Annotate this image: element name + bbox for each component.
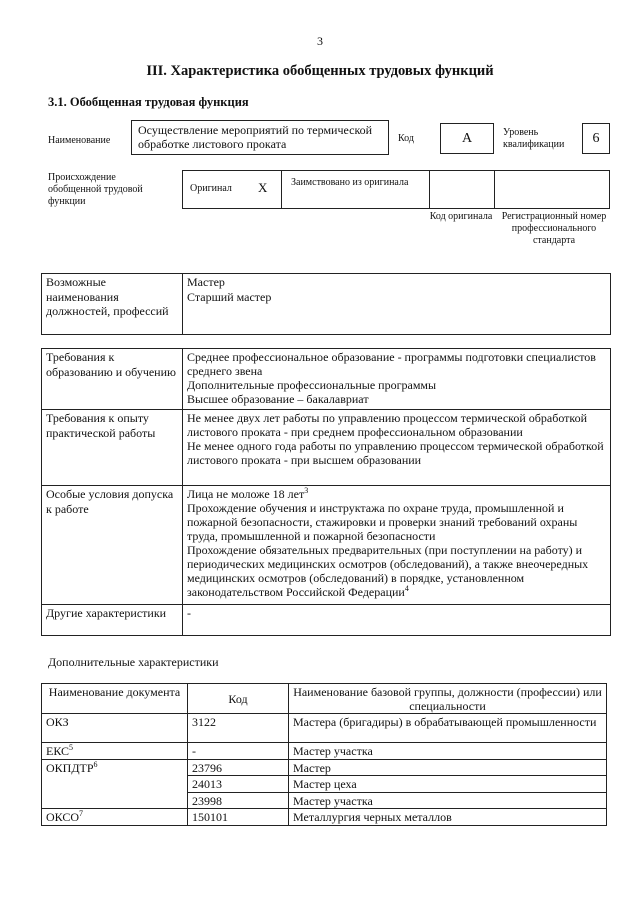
additional-title: Дополнительные характеристики (48, 655, 219, 669)
code-caption: Код оригинала (429, 211, 493, 222)
row-name: Мастер (289, 759, 607, 776)
row-code: 23796 (188, 759, 289, 776)
origin-divider-2 (494, 171, 495, 208)
education-line: Высшее образование – бакалавриат (187, 392, 369, 406)
special-condition-line: Прохождение обучения и инструктажа по охране труда, промышленной и пожарной безопасности, стажировки и проверки знаний требований охраны труда, промышленной и пожарной безопасности (187, 501, 578, 543)
additional-table (41, 683, 607, 826)
special-condition-line: Прохождение обязательных предварительных (при поступлении на работу) и периодических медицинских осмотров (обследований), а также внеочередных медицинских осмотров (обследований) в порядке, установленном законодательством Российской Федерации$^4$ (187, 543, 589, 599)
page-number: 3 (317, 34, 323, 48)
other-label: Другие характеристики (42, 605, 183, 636)
other-value: - (183, 605, 611, 636)
requirements-table (41, 348, 611, 636)
row-name: Мастер участка (289, 743, 607, 760)
row-code: 24013 (188, 776, 289, 793)
row-name: Мастер участка (289, 792, 607, 809)
row-doc: ОКПДТР$^6$ (42, 759, 188, 809)
row-name: Мастера (бригадиры) в обрабатывающей промышленности (289, 714, 607, 743)
row-doc: ОКСО$^7$ (42, 809, 188, 826)
origin-box (182, 170, 610, 209)
function-name-box (131, 120, 389, 155)
special-conditions-label: Особые условия допуска к работе (42, 486, 183, 605)
level-label: Уровень квалификации (503, 127, 565, 150)
special-condition-line: Лица не моложе 18 лет$^3$ (187, 486, 309, 501)
original-label: Оригинал (190, 183, 232, 194)
code-value: А (461, 131, 473, 146)
footnote-ref: 4 (404, 584, 409, 593)
code-value-box (440, 123, 494, 154)
reg-caption: Регистрационный номер профессионального стандарта (501, 211, 607, 246)
special-conditions-values (183, 486, 611, 605)
header-document: Наименование документа (42, 684, 188, 714)
education-line: Среднее профессиональное образование - программы подготовки специалистов среднего звена (187, 350, 596, 378)
education-values (183, 349, 611, 410)
positions-table (41, 273, 611, 335)
header-code: Код (188, 684, 289, 714)
function-name-value: Осуществление мероприятий по термической обработке листового проката (138, 123, 373, 151)
section-title: III. Характеристика обобщенных трудовых функций (146, 63, 494, 79)
positions-label: Возможные наименования должностей, профессий (42, 274, 183, 335)
row-doc: ЕКС$^5$ (42, 743, 188, 760)
row-doc: ОКЗ (42, 714, 188, 743)
subsection-title: 3.1. Обобщенная трудовая функция (48, 95, 249, 109)
origin-label: Происхождение обобщенной трудовой функции (48, 172, 143, 207)
position-item: Мастер (187, 275, 225, 289)
name-label: Наименование (48, 135, 111, 146)
row-code: 3122 (188, 714, 289, 743)
borrowed-label: Заимствовано из оригинала (291, 177, 409, 188)
header-name: Наименование базовой группы, должности (профессии) или специальности (289, 684, 607, 714)
origin-divider-1 (429, 171, 430, 208)
level-value-box (582, 123, 610, 154)
experience-line: Не менее одного года работы по управлению процессом термической обработкой листового проката - при высшем образовании (187, 439, 604, 467)
row-name: Металлургия черных металлов (289, 809, 607, 826)
row-code: - (188, 743, 289, 760)
code-label: Код (398, 133, 414, 144)
level-value: 6 (592, 131, 600, 146)
experience-line: Не менее двух лет работы по управлению процессом термической обработкой листового проката - при среднем профессиональном образовании (187, 411, 588, 439)
original-mark: X (258, 180, 268, 195)
experience-values (183, 410, 611, 486)
position-item: Старший мастер (187, 289, 272, 304)
row-name: Мастер цеха (289, 776, 607, 793)
experience-label: Требования к опыту практической работы (42, 410, 183, 486)
education-line: Дополнительные профессиональные программы (187, 378, 437, 392)
footnote-ref: 3 (304, 486, 309, 495)
row-code: 23998 (188, 792, 289, 809)
positions-values (183, 274, 611, 335)
origin-divider-3 (281, 170, 282, 209)
education-label: Требования к образованию и обучению (42, 349, 183, 410)
row-code: 150101 (188, 809, 289, 826)
